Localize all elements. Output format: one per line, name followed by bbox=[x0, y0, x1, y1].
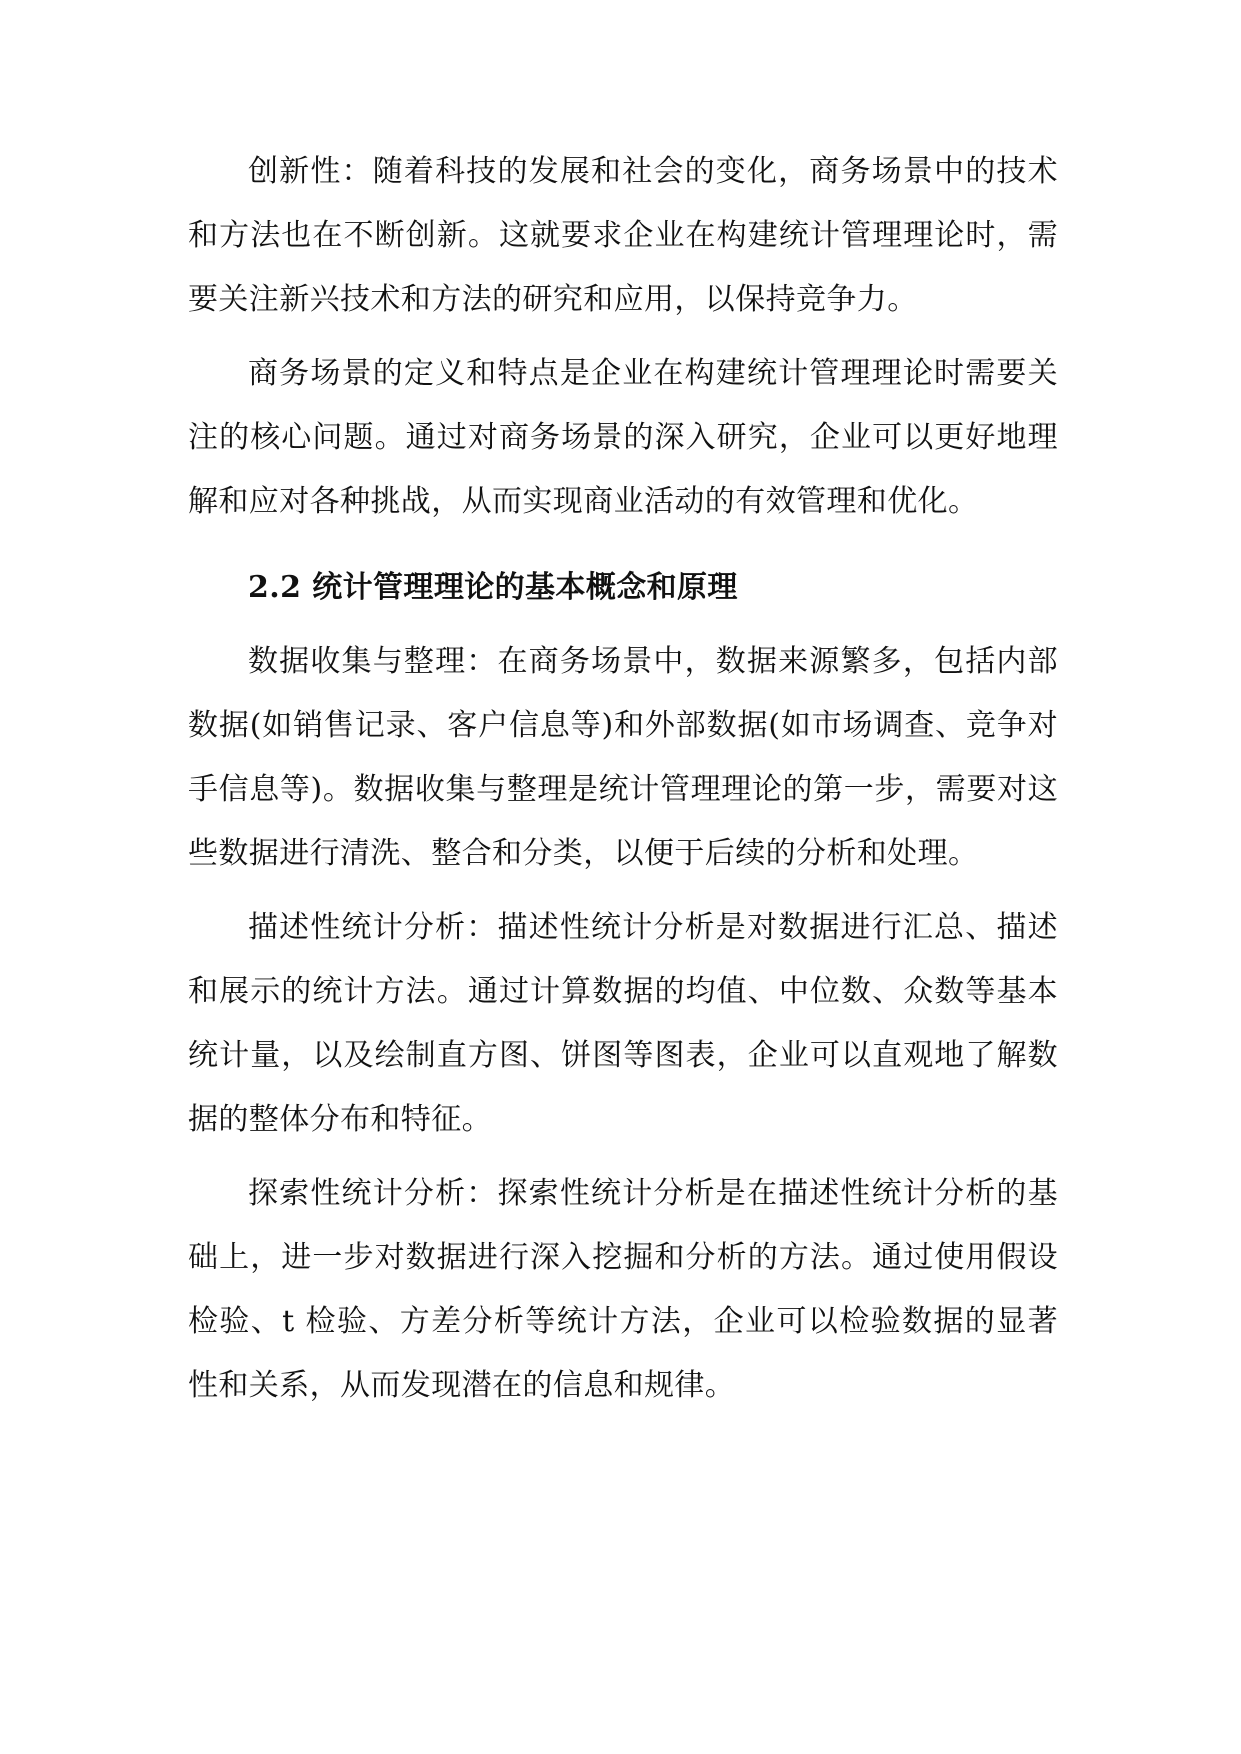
paragraph-descriptive-statistics: 描述性统计分析：描述性统计分析是对数据进行汇总、描述和展示的统计方法。通过计算数据的均值、中位数、众数等基本统计量，以及绘制直方图、饼图等图表，企业可以直观地了解数据的整体分布和特征。 bbox=[188, 910, 1058, 1137]
section-heading: 2.2 统计管理理论的基本概念和原理 bbox=[248, 570, 738, 605]
document-page bbox=[188, 140, 1058, 1418]
paragraph-innovation: 创新性：随着科技的发展和社会的变化，商务场景中的技术和方法也在不断创新。这就要求企业在构建统计管理理论时，需要关注新兴技术和方法的研究和应用，以保持竞争力。 bbox=[188, 154, 1058, 317]
paragraph-data-collection: 数据收集与整理：在商务场景中，数据来源繁多，包括内部数据(如销售记录、客户信息等)和外部数据(如市场调查、竞争对手信息等)。数据收集与整理是统计管理理论的第一步，需要对这些数据进行清洗、整合和分类，以便于后续的分析和处理。 bbox=[188, 644, 1058, 871]
paragraph-business-scene-summary: 商务场景的定义和特点是企业在构建统计管理理论时需要关注的核心问题。通过对商务场景的深入研究，企业可以更好地理解和应对各种挑战，从而实现商业活动的有效管理和优化。 bbox=[188, 356, 1058, 519]
paragraph-exploratory-statistics: 探索性统计分析：探索性统计分析是在描述性统计分析的基础上，进一步对数据进行深入挖掘和分析的方法。通过使用假设检验、t 检验、方差分析等统计方法，企业可以检验数据的显著性和关系，从而发现潜在的信息和规律。 bbox=[188, 1176, 1058, 1403]
